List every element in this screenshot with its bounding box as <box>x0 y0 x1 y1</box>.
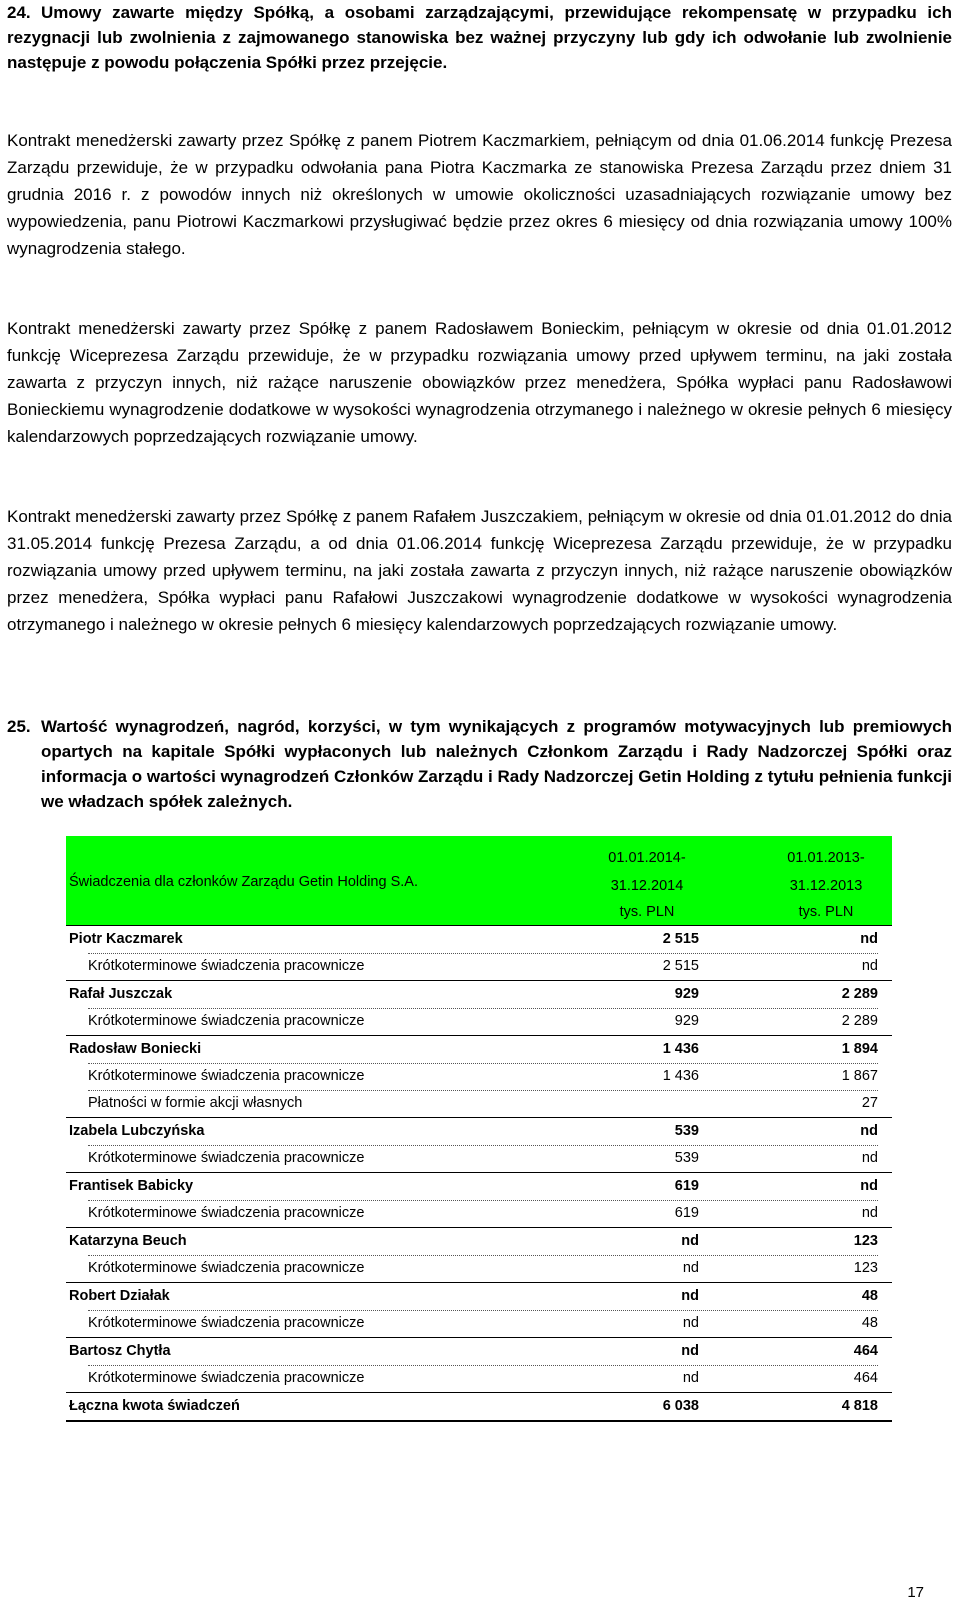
section-25-heading <box>7 714 952 814</box>
value-2013: nd <box>861 1205 878 1221</box>
value-2013: nd <box>860 1178 878 1194</box>
row-label: Krótkoterminowe świadczenia pracownicze <box>88 958 365 974</box>
person-row <box>66 1282 892 1310</box>
value-2014: nd <box>681 1343 699 1359</box>
total-value-2013: 4 818 <box>841 1398 878 1414</box>
benefit-row <box>66 1145 892 1172</box>
value-2013: 123 <box>853 1233 878 1249</box>
value-2014: 539 <box>674 1150 699 1166</box>
value-2013: 1 867 <box>841 1068 878 1084</box>
column-header-2014 <box>592 844 702 900</box>
row-label: Krótkoterminowe świadczenia pracownicze <box>88 1205 365 1221</box>
value-2014: 1 436 <box>662 1041 699 1057</box>
value-2014: 2 515 <box>662 958 699 974</box>
benefit-row <box>66 1008 892 1035</box>
column-header-2013 <box>771 844 881 900</box>
benefit-row <box>66 1063 892 1090</box>
person-row <box>66 1172 892 1200</box>
value-2014: 2 515 <box>662 931 699 947</box>
value-2013: 48 <box>861 1315 878 1331</box>
value-2013: 464 <box>853 1343 878 1359</box>
benefit-row <box>66 1200 892 1227</box>
page-number: 17 <box>907 1584 924 1601</box>
row-label: Izabela Lubczyńska <box>69 1123 205 1139</box>
value-2013: 464 <box>853 1370 878 1386</box>
benefits-table <box>66 836 892 1422</box>
value-2014: nd <box>681 1288 699 1304</box>
row-label: Krótkoterminowe świadczenia pracownicze <box>88 1370 365 1386</box>
value-2014: 1 436 <box>662 1068 699 1084</box>
row-label: Krótkoterminowe świadczenia pracownicze <box>88 1068 365 1084</box>
section-24-heading <box>7 0 952 75</box>
section-number: 25. <box>7 717 31 736</box>
paragraph: Kontrakt menedżerski zawarty przez Spółkę z panem Rafałem Juszczakiem, pełniącym w okresie od dnia 01.01.2012 do dnia 31.05.2014 funkcję Prezesa Zarządu, a od dnia 01.06.2014 funkcję Wiceprezesa Zarządu przewiduje, że w przypadku rozwiązania umowy przed upływem terminu, na jaki została zawarta z przyczyn innych, niż rażące naruszenie obowiązków przez menedżera, Spółka wypłaci panu Rafałowi Juszczakowi wynagrodzenie dodatkowe w wysokości wynagrodzenia otrzymanego i należnego w okresie pełnych 6 miesięcy kalendarzowych poprzedzających rozwiązanie umowy. <box>7 507 952 634</box>
person-row <box>66 980 892 1008</box>
person-row <box>66 1337 892 1365</box>
value-2013: nd <box>861 1150 878 1166</box>
benefit-row <box>66 1255 892 1282</box>
value-2014: 929 <box>674 986 699 1002</box>
value-2014: 929 <box>674 1013 699 1029</box>
benefit-row <box>66 953 892 980</box>
section-heading-text: Umowy zawarte między Spółką, a osobami zarządzającymi, przewidujące rekompensatę w przypadku ich rezygnacji lub zwolnienia z zajmowanego stanowiska bez ważnej przyczyny lub gdy ich odwołanie lub zwolnienie następuje z powodu połączenia Spółki przez przejęcie. <box>7 3 952 72</box>
benefit-row <box>66 1310 892 1337</box>
value-2014: 539 <box>674 1123 699 1139</box>
row-label: Rafał Juszczak <box>69 986 173 1002</box>
row-label: Krótkoterminowe świadczenia pracownicze <box>88 1013 365 1029</box>
total-value-2014: 6 038 <box>662 1398 699 1414</box>
row-label: Krótkoterminowe świadczenia pracownicze <box>88 1260 365 1276</box>
person-row <box>66 1227 892 1255</box>
row-label: Katarzyna Beuch <box>69 1233 187 1249</box>
row-label: Krótkoterminowe świadczenia pracownicze <box>88 1150 365 1166</box>
row-label: Bartosz Chytła <box>69 1343 171 1359</box>
table-title: Świadczenia dla członków Zarządu Getin Holding S.A. <box>69 874 418 890</box>
value-2014: nd <box>682 1315 699 1331</box>
value-2013: 1 894 <box>841 1041 878 1057</box>
benefit-row <box>66 1365 892 1392</box>
row-label: Piotr Kaczmarek <box>69 931 183 947</box>
person-row <box>66 925 892 953</box>
period-start: 01.01.2013- <box>787 850 865 866</box>
section-number: 24. <box>7 3 31 22</box>
row-label: Płatności w formie akcji własnych <box>88 1095 303 1111</box>
period-end: 31.12.2013 <box>789 878 863 894</box>
value-2014: 619 <box>674 1205 699 1221</box>
value-2013: 27 <box>861 1095 878 1111</box>
row-label: Radosław Boniecki <box>69 1041 202 1057</box>
value-2013: 2 289 <box>841 1013 878 1029</box>
person-row <box>66 1035 892 1063</box>
row-label: Frantisek Babicky <box>69 1178 194 1194</box>
row-label: Robert Działak <box>69 1288 170 1304</box>
row-label: Krótkoterminowe świadczenia pracownicze <box>88 1315 365 1331</box>
table-total-row <box>66 1392 892 1422</box>
period-start: 01.01.2014- <box>608 850 686 866</box>
value-2014: nd <box>682 1260 699 1276</box>
value-2013: nd <box>860 1123 878 1139</box>
value-2014: nd <box>681 1233 699 1249</box>
person-row <box>66 1117 892 1145</box>
paragraph: Kontrakt menedżerski zawarty przez Spółkę z panem Radosławem Bonieckim, pełniącym w okresie od dnia 01.01.2012 funkcję Wiceprezesa Zarządu przewiduje, że w przypadku rozwiązania umowy przed upływem terminu, na jaki została zawarta z przyczyn innych, niż rażące naruszenie obowiązków przez menedżera, Spółka wypłaci panu Radosławowi Bonieckiemu wynagrodzenie dodatkowe w wysokości wynagrodzenia otrzymanego i należnego w okresie pełnych 6 miesięcy kalendarzowych poprzedzających rozwiązanie umowy. <box>7 319 952 446</box>
section-heading-text: Wartość wynagrodzeń, nagród, korzyści, w tym wynikających z programów motywacyjnych lub premiowych opartych na kapitale Spółki wypłaconych lub należnych Członkom Zarządu i Rady Nadzorczej Spółki oraz informacja o wartości wynagrodzeń Członków Zarządu i Rady Nadzorczej Getin Holding z tytułu pełnienia funkcji we władzach spółek zależnych. <box>41 717 952 811</box>
table-header <box>66 836 892 925</box>
value-2013: nd <box>861 958 878 974</box>
unit-label: tys. PLN <box>619 904 675 920</box>
value-2014: 619 <box>674 1178 699 1194</box>
unit-label: tys. PLN <box>798 904 854 920</box>
total-label: Łączna kwota świadczeń <box>69 1398 240 1414</box>
value-2013: 48 <box>861 1288 878 1304</box>
table-body <box>66 925 892 1392</box>
period-end: 31.12.2014 <box>610 878 684 894</box>
value-2013: 2 289 <box>841 986 878 1002</box>
value-2014: nd <box>682 1370 699 1386</box>
value-2013: nd <box>860 931 878 947</box>
paragraph: Kontrakt menedżerski zawarty przez Spółkę z panem Piotrem Kaczmarkiem, pełniącym od dnia 01.06.2014 funkcję Prezesa Zarządu przewiduje, że w przypadku odwołania pana Piotra Kaczmarka ze stanowiska Prezesa Zarządu przez dniem 31 grudnia 2016 r. z powodów innych niż określonych w umowie okoliczności uzasadniających rozwiązanie umowy bez wypowiedzenia, panu Piotrowi Kaczmarkowi przysługiwać będzie przez okres 6 miesięcy od dnia rozwiązania umowy 100% wynagrodzenia stałego. <box>7 131 952 258</box>
benefit-row <box>66 1090 892 1117</box>
value-2013: 123 <box>853 1260 878 1276</box>
